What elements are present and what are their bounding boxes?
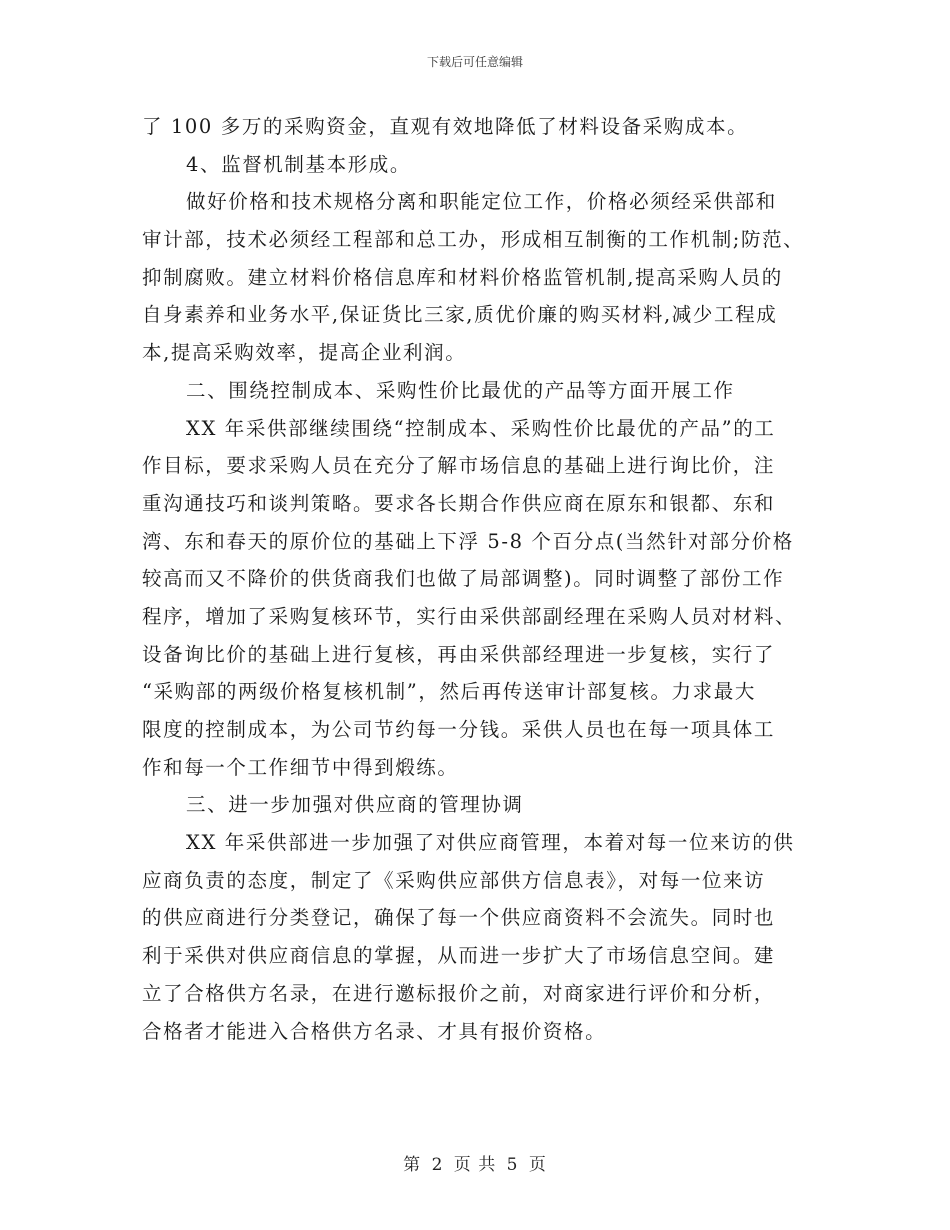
document-body [142,108,822,1050]
section-heading: 三、进一步加强对供应商的管理协调 [186,793,524,817]
text-line: 本,提高采购效率，提高企业利润。 [142,341,467,365]
text-line: 抑制腐败。建立材料价格信息库和材料价格监管机制,提高采购人员的 [142,265,783,289]
text-line: 程序，增加了采购复核环节，实行由采供部副经理在采购人员对材料、 [142,604,797,628]
text-line: 重沟通技巧和谈判策略。要求各长期合作供应商在原东和银都、东和 [142,491,776,515]
text-line: 应商负责的态度，制定了《采购供应部供方信息表》，对每一位来访 [142,868,766,892]
text-line: 审计部，技术必须经工程部和总工办，形成相互制衡的工作机制;防范、 [142,228,805,252]
text-line: XX 年采供部继续围绕“控制成本、采购性价比最优的产品”的工 [186,416,776,440]
current-page-number: 2 [431,1155,444,1175]
text-line: 限度的控制成本，为公司节约每一分钱。采供人员也在每一项具体工 [142,718,776,741]
footer-middle: 页 共 [453,1155,497,1175]
text-line: 了 100 多万的采购资金，直观有效地降低了材料设备采购成本。 [142,115,749,138]
text-line: 作和每一个工作细节中得到煅练。 [142,755,459,779]
section-heading: 二、围绕控制成本、采购性价比最优的产品等方面开展工作 [186,378,735,402]
text-line: 立了合格供方名录，在进行邀标报价之前，对商家进行评价和分析， [142,981,776,1005]
text-line: XX 年采供部进一步加强了对供应商管理，本着对每一位来访的供 [186,831,795,855]
text-line: 作目标，要求采购人员在充分了解市场信息的基础上进行询比价，注 [142,454,776,478]
text-line: 自身素养和业务水平,保证货比三家,质优价廉的购买材料,减少工程成 [142,303,778,327]
text-line: 较高而又不降价的供货商我们也做了局部调整)。同时调整了部份工作 [142,567,785,591]
section-heading: 4、监督机制基本形成。 [186,152,412,176]
footer-suffix: 页 [528,1155,547,1175]
footer-prefix: 第 [403,1155,422,1175]
text-line: 设备询比价的基础上进行复核，再由采供部经理进一步复核，实行了 [142,642,776,666]
text-line: “采购部的两级价格复核机制”，然后再传送审计部复核。力求最大 [142,680,756,704]
text-line: 湾、东和春天的原价位的基础上下浮 5-8 个百分点(当然针对部分价格 [142,529,794,553]
total-page-count: 5 [506,1155,519,1175]
text-line: 的供应商进行分类登记，确保了每一个供应商资料不会流失。同时也 [142,906,776,930]
text-line: 合格者才能进入合格供方名录、才具有报价资格。 [142,1019,607,1043]
text-line: 做好价格和技术规格分离和职能定位工作，价格必须经采供部和 [186,190,777,214]
page-footer [0,1150,950,1175]
header-note: 下载后可任意编辑 [426,55,523,69]
text-line: 利于采供对供应商信息的掌握，从而进一步扩大了市场信息空间。建 [142,944,776,968]
